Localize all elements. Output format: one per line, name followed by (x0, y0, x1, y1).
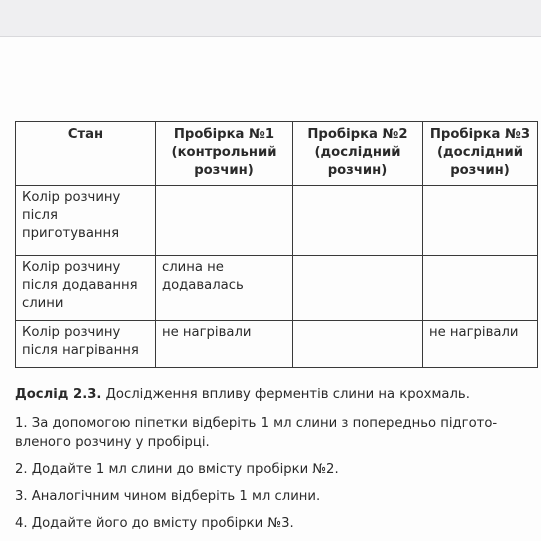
experiment-heading (15, 385, 535, 404)
table-row (16, 186, 538, 256)
header-line: (контрольний (171, 145, 277, 160)
table-header-row (16, 122, 538, 186)
row-label-line: після додавання (22, 278, 138, 293)
header-cell-tube-2 (293, 122, 423, 186)
step-line: 1. За допомогою піпетки відберіть 1 мл слини з попередньо підгото- (15, 416, 498, 431)
header-cell-tube-3 (423, 122, 538, 186)
table-cell (423, 186, 538, 256)
header-line: Пробірка №2 (307, 127, 408, 142)
header-line: Пробірка №1 (173, 127, 275, 142)
cell-line: не нагрівали (162, 325, 252, 340)
table-row (16, 321, 538, 368)
step-line: 2. Додайте 1 мл слини до вмісту пробірки №2. (15, 462, 339, 477)
cell-line: додавалась (162, 278, 244, 293)
header-line: Пробірка №3 (429, 127, 531, 142)
header-line: розчин) (450, 163, 510, 178)
row-label-line: приготування (22, 226, 120, 241)
table-cell (293, 321, 423, 368)
table-cell (423, 256, 538, 321)
row-label-line: слини (22, 296, 64, 311)
table-row (16, 256, 538, 321)
row-label-after-preparation (16, 186, 156, 256)
row-label-line: Колір розчину (22, 325, 121, 340)
step-line: 3. Аналогічним чином відберіть 1 мл слини. (15, 489, 321, 504)
step-3 (15, 487, 535, 506)
cell-line: не нагрівали (429, 325, 519, 340)
cell-line: слина не (162, 260, 224, 275)
step-line: 4. Додайте його до вмісту пробірки №3. (15, 516, 294, 531)
row-label-after-saliva (16, 256, 156, 321)
table-cell (156, 321, 293, 368)
experiment-table (15, 121, 538, 368)
row-label-line: після нагрівання (22, 343, 139, 358)
table-cell (293, 256, 423, 321)
row-label-line: Колір розчину (22, 260, 121, 275)
row-label-after-heating (16, 321, 156, 368)
experiment-title: Дослідження впливу ферментів слини на крохмаль. (105, 387, 470, 402)
row-label-line: після (22, 208, 58, 223)
table-cell (423, 321, 538, 368)
row-label-line: Колір розчину (22, 190, 121, 205)
table-cell (156, 256, 293, 321)
header-line: Стан (67, 127, 104, 142)
header-line: (дослідний (437, 145, 523, 160)
top-band (0, 0, 541, 37)
table-cell (156, 186, 293, 256)
table-cell (293, 186, 423, 256)
header-line: розчин) (327, 163, 388, 178)
header-cell-state (16, 122, 156, 186)
header-line: розчин) (194, 163, 254, 178)
step-1 (15, 414, 535, 452)
step-2 (15, 460, 535, 479)
step-4 (15, 514, 535, 533)
header-line: (дослідний (314, 145, 401, 160)
experiment-number: Дослід 2.3. (15, 387, 102, 402)
header-cell-tube-1 (156, 122, 293, 186)
step-line: вленого розчину у пробірці. (15, 435, 210, 450)
